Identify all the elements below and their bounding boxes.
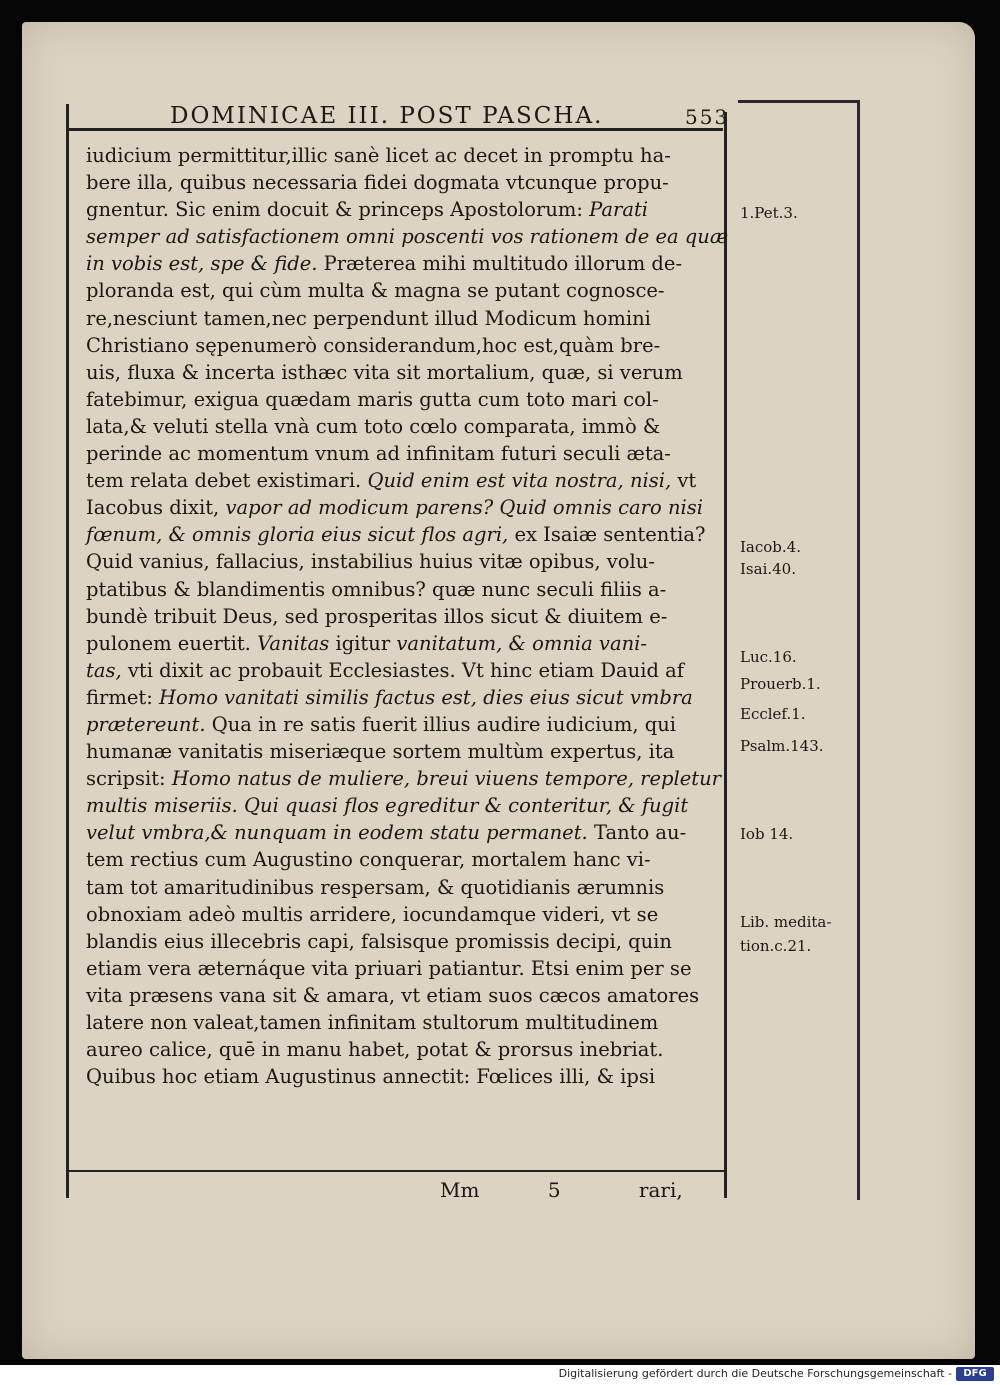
italic-text-segment: Homo natus de muliere, breui viuens tempore, repletur [171, 767, 721, 791]
text-segment: latere non valeat,tamen infinitam stultorum multitudinem [86, 1011, 659, 1034]
text-line [86, 386, 716, 413]
italic-text-segment: fœnum, & omnis gloria eius sicut flos agri, [86, 523, 509, 547]
text-segment: firmet: [86, 685, 159, 709]
running-title: DOMINICAE III. POST PASCHA. [170, 103, 604, 129]
text-line [86, 142, 716, 169]
text-line [86, 521, 716, 548]
left-frame-rule [66, 104, 69, 1198]
text-segment: bere illa, quibus necessaria fidei dogmata vtcunque propu- [86, 171, 669, 195]
text-segment: igitur [329, 631, 397, 655]
italic-text-segment: velut vmbra,& nunquam in eodem statu permanet. [86, 821, 588, 845]
text-segment: obnoxiam adeò multis arridere, iocundamque videri, vt se [86, 902, 659, 926]
margin-right-rule [857, 100, 860, 1200]
text-line [86, 250, 716, 277]
text-line [86, 1063, 716, 1090]
text-line [86, 332, 716, 359]
margin-top-rule [738, 100, 860, 103]
text-line [86, 792, 716, 819]
italic-text-segment: vapor ad modicum parens? Quid omnis caro nisi [225, 496, 703, 520]
text-line [86, 846, 716, 873]
text-segment: tem relata debet existimari. [86, 469, 368, 493]
signature-number: 5 [547, 1178, 561, 1202]
text-line [86, 494, 716, 521]
text-line [86, 413, 716, 440]
marginal-note: Luc.16. [740, 648, 797, 666]
margin-tick [857, 596, 860, 610]
catchword: rari, [638, 1178, 683, 1202]
page-number: 553 [685, 105, 730, 129]
text-line [86, 901, 716, 928]
text-line [86, 169, 716, 196]
marginal-note: 1.Pet.3. [740, 204, 798, 222]
italic-text-segment: vanitatum, & omnia vani- [396, 631, 647, 655]
text-segment: aureo calice, quē in manu habet, potat & prorsus inebriat. [86, 1038, 664, 1062]
marginal-note: Isai.40. [740, 560, 796, 578]
marginal-note: Psalm.143. [740, 737, 824, 755]
italic-text-segment: Parati [589, 198, 649, 222]
text-line [86, 955, 716, 982]
text-segment: pulonem euertit. [86, 631, 258, 655]
text-segment: lata,& veluti stella vnà cum toto cœlo comparata, immò & [86, 414, 661, 438]
text-segment: tam tot amaritudinibus respersam, & quotidianis ærumnis [86, 875, 665, 899]
text-segment: ex Isaiæ sententia? [508, 523, 706, 547]
text-segment: Quibus hoc etiam Augustinus annectit: Fœlices illi, & ipsi [86, 1065, 656, 1089]
marginal-note: Iob 14. [740, 825, 794, 843]
marginal-note: Prouerb.1. [740, 675, 821, 693]
text-line [86, 305, 716, 332]
text-line [86, 630, 716, 657]
text-segment: perinde ac momentum vnum ad infinitam futuri seculi ætа- [86, 442, 671, 466]
running-header [150, 100, 730, 130]
text-segment: uis, fluxa & incerta isthæc vita sit mortalium, quæ, si verum [86, 360, 683, 384]
text-line [86, 1036, 716, 1063]
text-segment: humanæ vanitatis miseriæque sortem multùm expertus, ita [86, 740, 675, 764]
marginal-note: Iacob.4. [740, 538, 801, 556]
italic-text-segment: in vobis est, spe & fide. [86, 252, 318, 276]
italic-text-segment: tas, [86, 658, 122, 682]
marginal-note: tion.c.21. [740, 937, 812, 955]
text-segment: Christiano sępenumerò considerandum,hoc est,quàm bre- [86, 333, 661, 357]
text-segment: Qua in re satis fuerit illius audire iudicium, qui [205, 712, 677, 736]
text-line [86, 982, 716, 1009]
text-segment: vita præsens vana sit & amara, vt etiam suos cæcos amatores [86, 983, 700, 1007]
text-line [86, 928, 716, 955]
credit-text: Digitalisierung gefördert durch die Deutsche Forschungsgemeinschaft - [558, 1367, 952, 1380]
main-text [86, 142, 729, 1090]
italic-text-segment: multis miseriis. Qui quasi flos egreditur & conteritur, & fugit [86, 794, 689, 818]
text-line [86, 711, 716, 738]
text-segment: vt [671, 469, 697, 493]
marginal-note: Lib. medita- [740, 913, 832, 931]
text-segment: Iacobus dixit, [86, 496, 226, 520]
text-segment: etiam vera æternáque vita priuari patiantur. Etsi enim per se [86, 956, 692, 980]
text-segment: fatebimur, exigua quædam maris gutta cum toto mari col- [86, 387, 659, 411]
text-line [86, 277, 716, 304]
text-line [86, 684, 716, 711]
text-column-rule [724, 112, 727, 1198]
text-line [86, 765, 721, 792]
text-line [86, 738, 716, 765]
text-line [86, 819, 716, 846]
text-segment: ptatibus & blandimentis omnibus? quæ nunc seculi filiis a- [86, 577, 667, 601]
text-segment: ploranda est, qui cùm multa & magna se putant cognosce- [86, 279, 665, 303]
page-footer [440, 1178, 745, 1202]
text-segment: tem rectius cum Augustino conquerar, mortalem hanc vi- [86, 848, 651, 872]
marginal-note: Ecclef.1. [740, 705, 806, 723]
text-line [86, 223, 729, 250]
text-line [86, 576, 716, 603]
italic-text-segment: Homo vanitati similis factus est, dies eius sicut vmbra [158, 685, 693, 709]
text-segment: gnentur. Sic enim docuit & princeps Apostolorum: [86, 198, 590, 222]
italic-text-segment: prætereunt. [86, 712, 206, 736]
text-line [86, 548, 716, 575]
text-line [86, 359, 716, 386]
text-segment: bundè tribuit Deus, sed prosperitas illos sicut & diuitem e- [86, 604, 668, 628]
italic-text-segment: semper ad satisfactionem omni poscenti vos rationem de ea quæ [86, 225, 729, 249]
text-line [86, 196, 716, 223]
text-segment: Præterea mihi multitudo illorum de- [317, 252, 683, 276]
text-segment: iudicium permittitur,illic sanè licet ac decet in promptu ha- [86, 144, 671, 167]
text-segment: blandis eius illecebris capi, falsisque promissis decipi, quin [86, 929, 672, 953]
italic-text-segment: Quid enim est vita nostra, nisi, [367, 469, 672, 493]
text-line [86, 1009, 716, 1036]
text-segment: scripsit: [86, 767, 172, 791]
text-segment: Quid vanius, fallacius, instabilius huius vitæ opibus, volu- [86, 550, 655, 574]
credit-bar [0, 1365, 1000, 1385]
text-line [86, 657, 716, 684]
text-segment: Tanto au- [587, 821, 687, 845]
signature-mark: Mm [440, 1178, 480, 1202]
text-line [86, 603, 716, 630]
text-line [86, 874, 716, 901]
text-line [86, 440, 716, 467]
text-segment: re,nesciunt tamen,nec perpendunt illud Modicum homini [86, 306, 651, 330]
bottom-rule [68, 1170, 725, 1172]
text-segment: vti dixit ac probauit Ecclesiastes. Vt hinc etiam Dauid af [121, 658, 684, 682]
italic-text-segment: Vanitas [257, 631, 330, 655]
dfg-logo: DFG [956, 1367, 994, 1381]
text-line [86, 467, 716, 494]
